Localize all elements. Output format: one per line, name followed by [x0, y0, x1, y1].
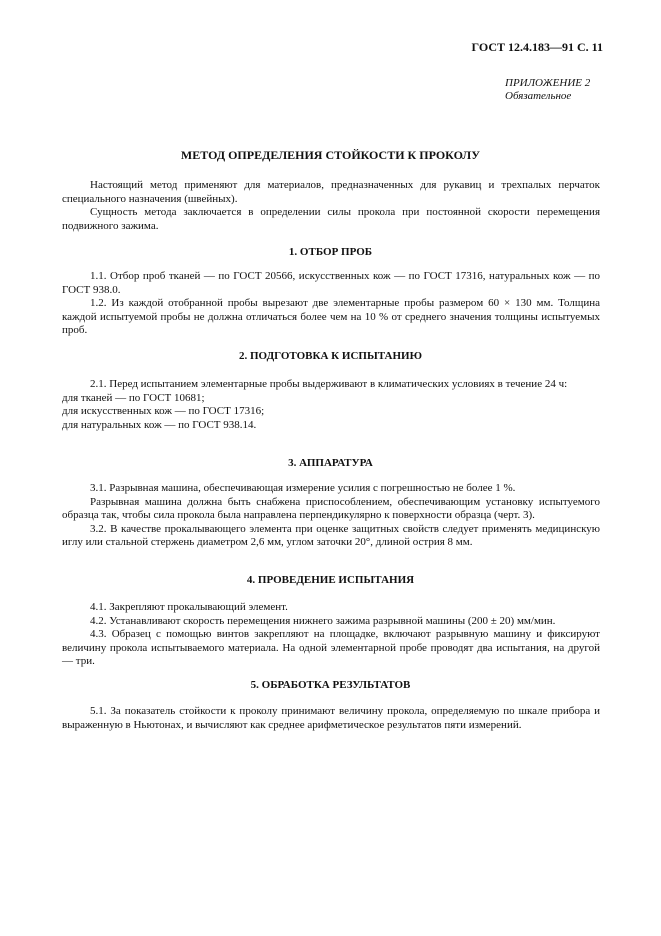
paragraph: 5.1. За показатель стойкости к проколу принимают величину прокола, определяемую по шкале прибора и выраженную в Ньютонах, и вычисляют как среднее арифметическое результатов пяти измерений.	[62, 705, 600, 731]
section-body-preparation	[62, 378, 600, 432]
intro-block	[62, 179, 600, 233]
section-heading-apparatus: 3. АППАРАТУРА	[288, 457, 373, 469]
section-heading-sampling: 1. ОТБОР ПРОБ	[288, 246, 373, 258]
paragraph: 1.2. Из каждой отобранной пробы вырезают две элементарные пробы размером 60 × 130 мм. Толщина каждой испытуемой пробы не должна отличаться более чем на 10 % от среднего значения толщины испытуемых проб.	[62, 297, 600, 336]
intro-paragraph: Сущность метода заключается в определении силы прокола при постоянной скорости перемещения подвижного зажима.	[62, 206, 600, 232]
paragraph: 4.2. Устанавливают скорость перемещения нижнего зажима разрывной машины (200 ± 20) мм/мин.	[90, 614, 556, 627]
paragraph: 1.1. Отбор проб тканей — по ГОСТ 20566, искусственных кож — по ГОСТ 17316, натуральных кож — по ГОСТ 938.0.	[62, 270, 600, 296]
paragraph: 3.1. Разрывная машина, обеспечивающая измерение усилия с погрешностью не более 1 %.	[90, 482, 516, 494]
section-body-testing	[62, 601, 600, 669]
section-body-sampling	[62, 270, 600, 338]
paragraph: Разрывная машина должна быть снабжена приспособлением, обеспечивающим установку испытуемого образца так, чтобы сила прокола была направлена перпендикулярно к поверхности образца (черт. 3).	[62, 495, 600, 521]
list-item: для тканей — по ГОСТ 10681;	[62, 391, 205, 404]
document-title: МЕТОД ОПРЕДЕЛЕНИЯ СТОЙКОСТИ К ПРОКОЛУ	[180, 148, 481, 162]
paragraph: 4.1. Закрепляют прокалывающий элемент.	[90, 601, 288, 613]
intro-paragraph: Настоящий метод применяют для материалов, предназначенных для рукавиц и трехпалых перчаток специального назначения (швейных).	[62, 179, 600, 205]
list-item: для искусственных кож — по ГОСТ 17316;	[62, 405, 265, 417]
appendix-number: ПРИЛОЖЕНИЕ 2	[505, 77, 591, 89]
section-heading-preparation: 2. ПОДГОТОВКА К ИСПЫТАНИЮ	[239, 350, 422, 362]
appendix-label	[505, 77, 590, 103]
paragraph: 4.3. Образец с помощью винтов закрепляют на площадке, включают разрывную машину и фиксируют величину прокола испытываемого материала. На одной элементарной пробе проводят два испытания, на другой — три.	[62, 628, 600, 667]
appendix-status: Обязательное	[505, 90, 572, 102]
section-heading-results: 5. ОБРАБОТКА РЕЗУЛЬТАТОВ	[250, 679, 411, 691]
section-heading-testing: 4. ПРОВЕДЕНИЕ ИСПЫТАНИЯ	[246, 574, 415, 586]
section-body-results	[62, 705, 600, 732]
section-body-apparatus	[62, 482, 600, 550]
document-reference: ГОСТ 12.4.183—91 С. 11	[471, 40, 603, 54]
paragraph: 2.1. Перед испытанием элементарные пробы выдерживают в климатических условиях в течение 24 ч:	[90, 378, 568, 390]
paragraph: 3.2. В качестве прокалывающего элемента при оценке защитных свойств следует применять медицинскую иглу или стальной стержень диаметром 2,6 мм, углом заточки 20°, длиной острия 8 мм.	[62, 522, 600, 548]
list-item: для натуральных кож — по ГОСТ 938.14.	[62, 418, 257, 431]
